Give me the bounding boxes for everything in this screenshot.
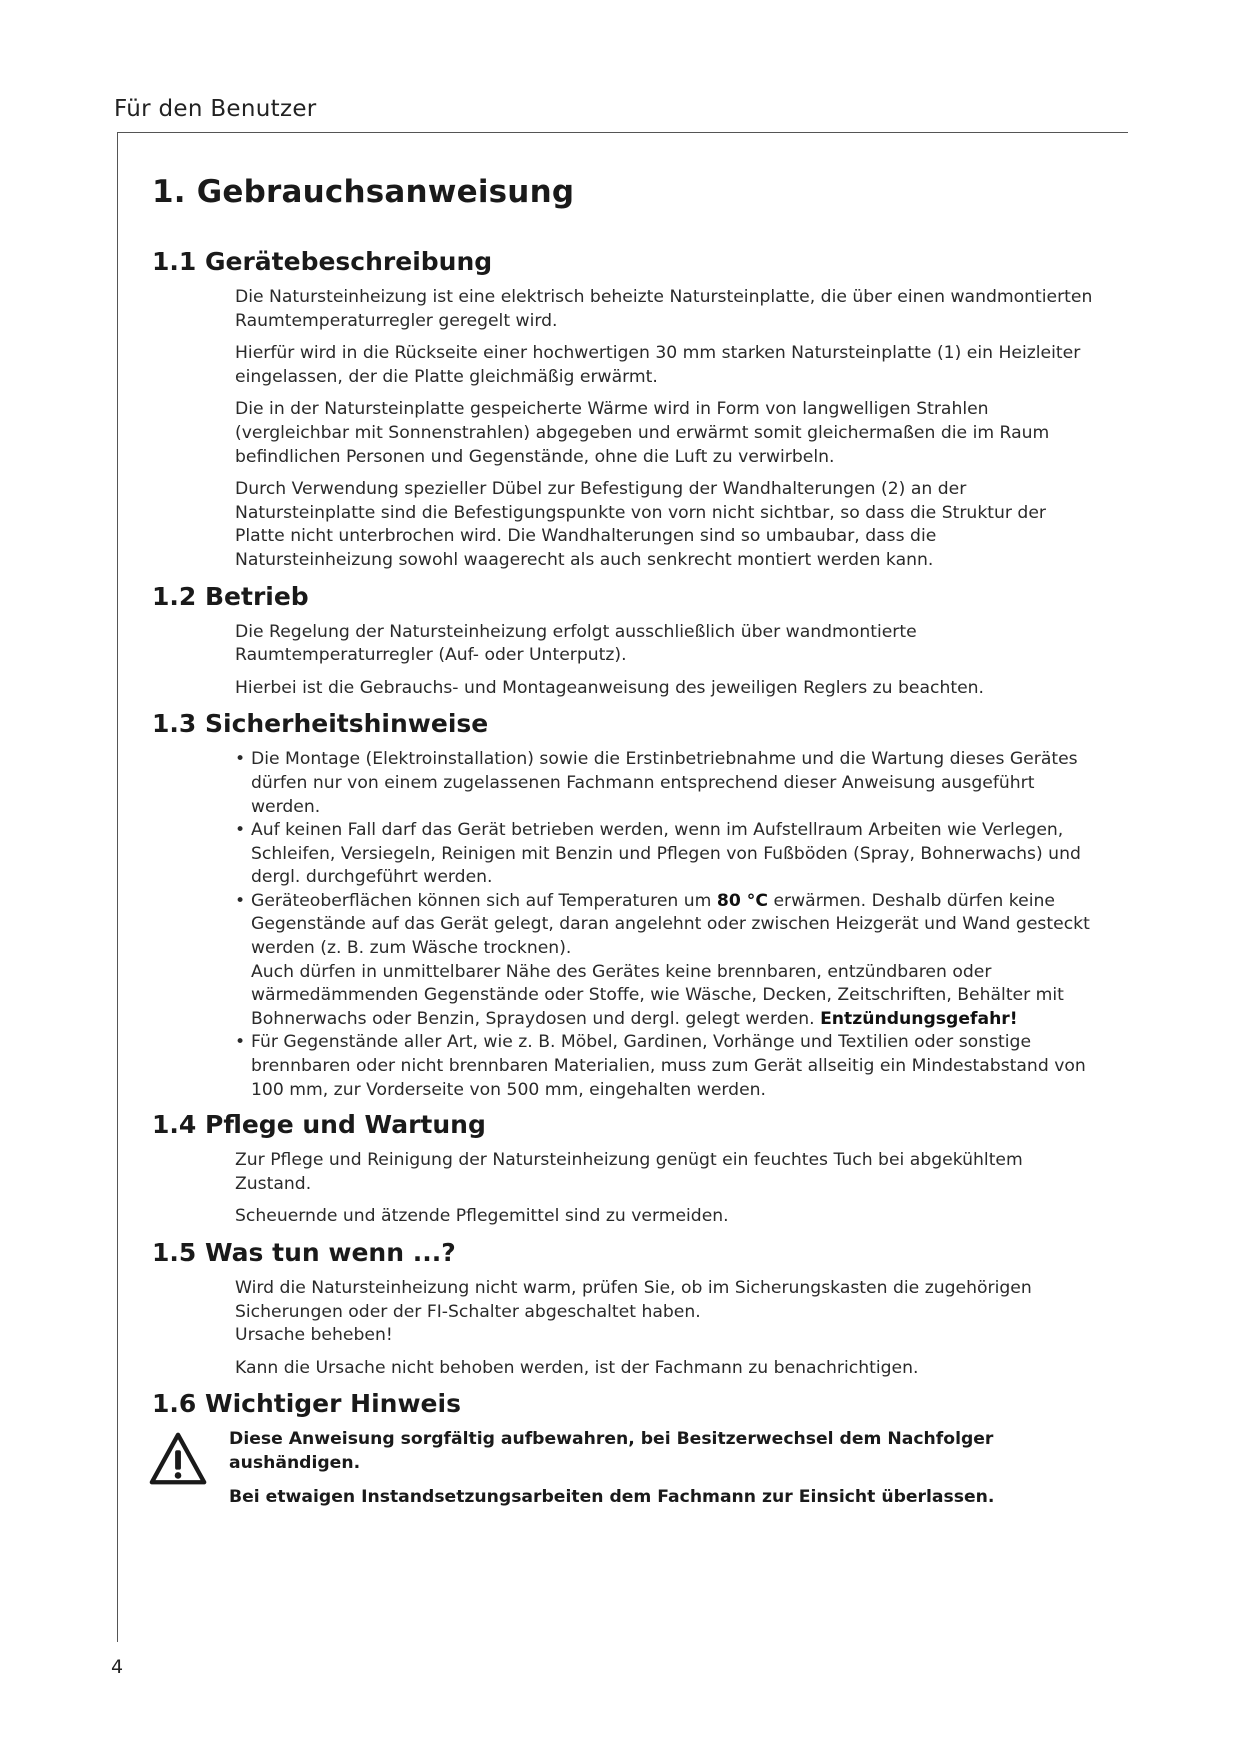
safety-list [235, 748, 1105, 1102]
header-rule [117, 132, 1128, 133]
section-heading: 1.5 Was tun wenn ...? [152, 1238, 456, 1267]
list-item-text: Für Gegenstände aller Art, wie z. B. Möbel, Gardinen, Vorhänge und Textilien oder sonstige brennbaren oder nicht brennbaren Materialien, muss zum Gerät allseitig ein Mindestabstand von 100 mm, zur Vorderseite von 500 mm, eingehalten werden. [251, 1032, 1086, 1100]
section-heading: 1.6 Wichtiger Hinweis [152, 1389, 461, 1419]
section-was-tun-wenn [152, 1238, 1102, 1380]
list-item-text: Die Montage (Elektroinstallation) sowie die Erstinbetriebnahme und die Wartung dieses Gerätes dürfen nur von einem zugelassenen Fachmann entsprechend dieser Anweisung ausgeführt werden. [251, 749, 1078, 817]
paragraph: Durch Verwendung spezieller Dübel zur Befestigung der Wandhalterungen (2) an der Natursteinplatte sind die Befestigungspunkte von vorn nicht sichtbar, so dass die Struktur der Platte nicht unterbrochen wird. Die Wandhalterungen sind so umbaubar, dass die Natursteinheizung sowohl waagerecht als auch senkrecht montiert werden kann. [235, 479, 1046, 570]
section-geraetebeschreibung [152, 247, 1102, 573]
list-item-text: Gegenstände auf das Gerät gelegt, daran angelehnt oder zwischen Heizgerät und Wand gesteckt werden (z. B. zum Wäsche trocknen). Auch dürfen in unmittelbarer Nähe des Gerätes keine brennbaren, entzündbaren oder wärmedämmenden Gegenstände oder Stoffe, wie Wäsche, Decken, Zeitschriften, Behälter mit [251, 914, 1090, 1006]
section-pflege-und-wartung [152, 1110, 1102, 1229]
paragraph: Zur Pflege und Reinigung der Natursteinheizung genügt ein feuchtes Tuch bei abgekühltem Zustand. [235, 1150, 1023, 1194]
paragraph: Wird die Natursteinheizung nicht warm, prüfen Sie, ob im Sicherungskasten die zugehörigen Sicherungen oder der FI-Schalter abgeschaltet haben. Ursache beheben! [235, 1278, 1032, 1346]
page-title: 1. Gebrauchsanweisung [152, 174, 575, 210]
left-margin-rule [117, 132, 118, 1642]
section-betrieb [152, 582, 1102, 701]
section-heading: 1.2 Betrieb [152, 581, 309, 611]
list-item [235, 748, 1105, 819]
list-item-text: erwärmen. Deshalb dürfen keine [768, 890, 1055, 911]
bullet-icon: • [235, 749, 246, 770]
paragraph: Hierbei ist die Gebrauchs- und Montageanweisung des jeweiligen Reglers zu beachten. [235, 677, 985, 698]
temperature-value: 80 °C [716, 890, 768, 911]
paragraph: Scheuernde und ätzende Pflegemittel sind zu vermeiden. [235, 1206, 729, 1227]
fire-warning-text: Entzündungsgefahr! [820, 1008, 1018, 1029]
section-heading: 1.1 Gerätebeschreibung [152, 247, 493, 276]
page-content [152, 174, 1102, 1527]
important-note: Bei etwaigen Instandsetzungsarbeiten dem Fachmann zur Einsicht überlassen. [229, 1486, 995, 1507]
paragraph: Kann die Ursache nicht behoben werden, ist der Fachmann zu benachrichtigen. [235, 1357, 919, 1378]
section-heading: 1.3 Sicherheitshinweise [152, 709, 489, 739]
list-item-text: Bohnerwachs oder Benzin, Spraydosen und dergl. gelegt werden. [251, 1008, 821, 1029]
page-number: 4 [111, 1656, 124, 1678]
important-note: Diese Anweisung sorgfältig aufbewahren, bei Besitzerwechsel dem Nachfolger aushändigen. [229, 1429, 994, 1473]
list-item [235, 1031, 1105, 1102]
bullet-icon: • [235, 820, 246, 841]
paragraph: Die Regelung der Natursteinheizung erfolgt ausschließlich über wandmontierte Raumtemperaturregler (Auf- oder Unterputz). [235, 621, 917, 666]
section-sicherheitshinweise [152, 709, 1102, 1102]
running-header: Für den Benutzer [114, 96, 317, 122]
list-item-text: Auf keinen Fall darf das Gerät betrieben werden, wenn im Aufstellraum Arbeiten wie Verlegen, Schleifen, Versiegeln, Reinigen mit Benzin und Pflegen von Fußböden (Spray, Bohnerwachs) und dergl. durchgeführt werden. [251, 820, 1081, 888]
list-item-text: Geräteoberflächen können sich auf Temperaturen um [251, 890, 717, 911]
paragraph: Die in der Natursteinplatte gespeicherte Wärme wird in Form von langwelligen Strahlen (vergleichbar mit Sonnenstrahlen) abgegeben und erwärmt somit gleichermaßen die im Raum befindlichen Personen und Gegenstände, ohne die Luft zu verwirbeln. [235, 399, 1050, 467]
bullet-icon: • [235, 890, 246, 911]
list-item [235, 819, 1105, 890]
warning-triangle-icon [148, 1430, 208, 1488]
section-heading: 1.4 Pflege und Wartung [152, 1110, 486, 1140]
paragraph: Die Natursteinheizung ist eine elektrisch beheizte Natursteinplatte, die über einen wandmontierten Raumtemperaturregler geregelt wird. [235, 287, 1093, 331]
list-item [235, 890, 1105, 1032]
section-wichtiger-hinweis [152, 1389, 1102, 1519]
bullet-icon: • [235, 1032, 246, 1053]
paragraph: Hierfür wird in die Rückseite einer hochwertigen 30 mm starken Natursteinplatte (1) ein Heizleiter eingelassen, der die Platte gleichmäßig erwärmt. [235, 343, 1081, 387]
